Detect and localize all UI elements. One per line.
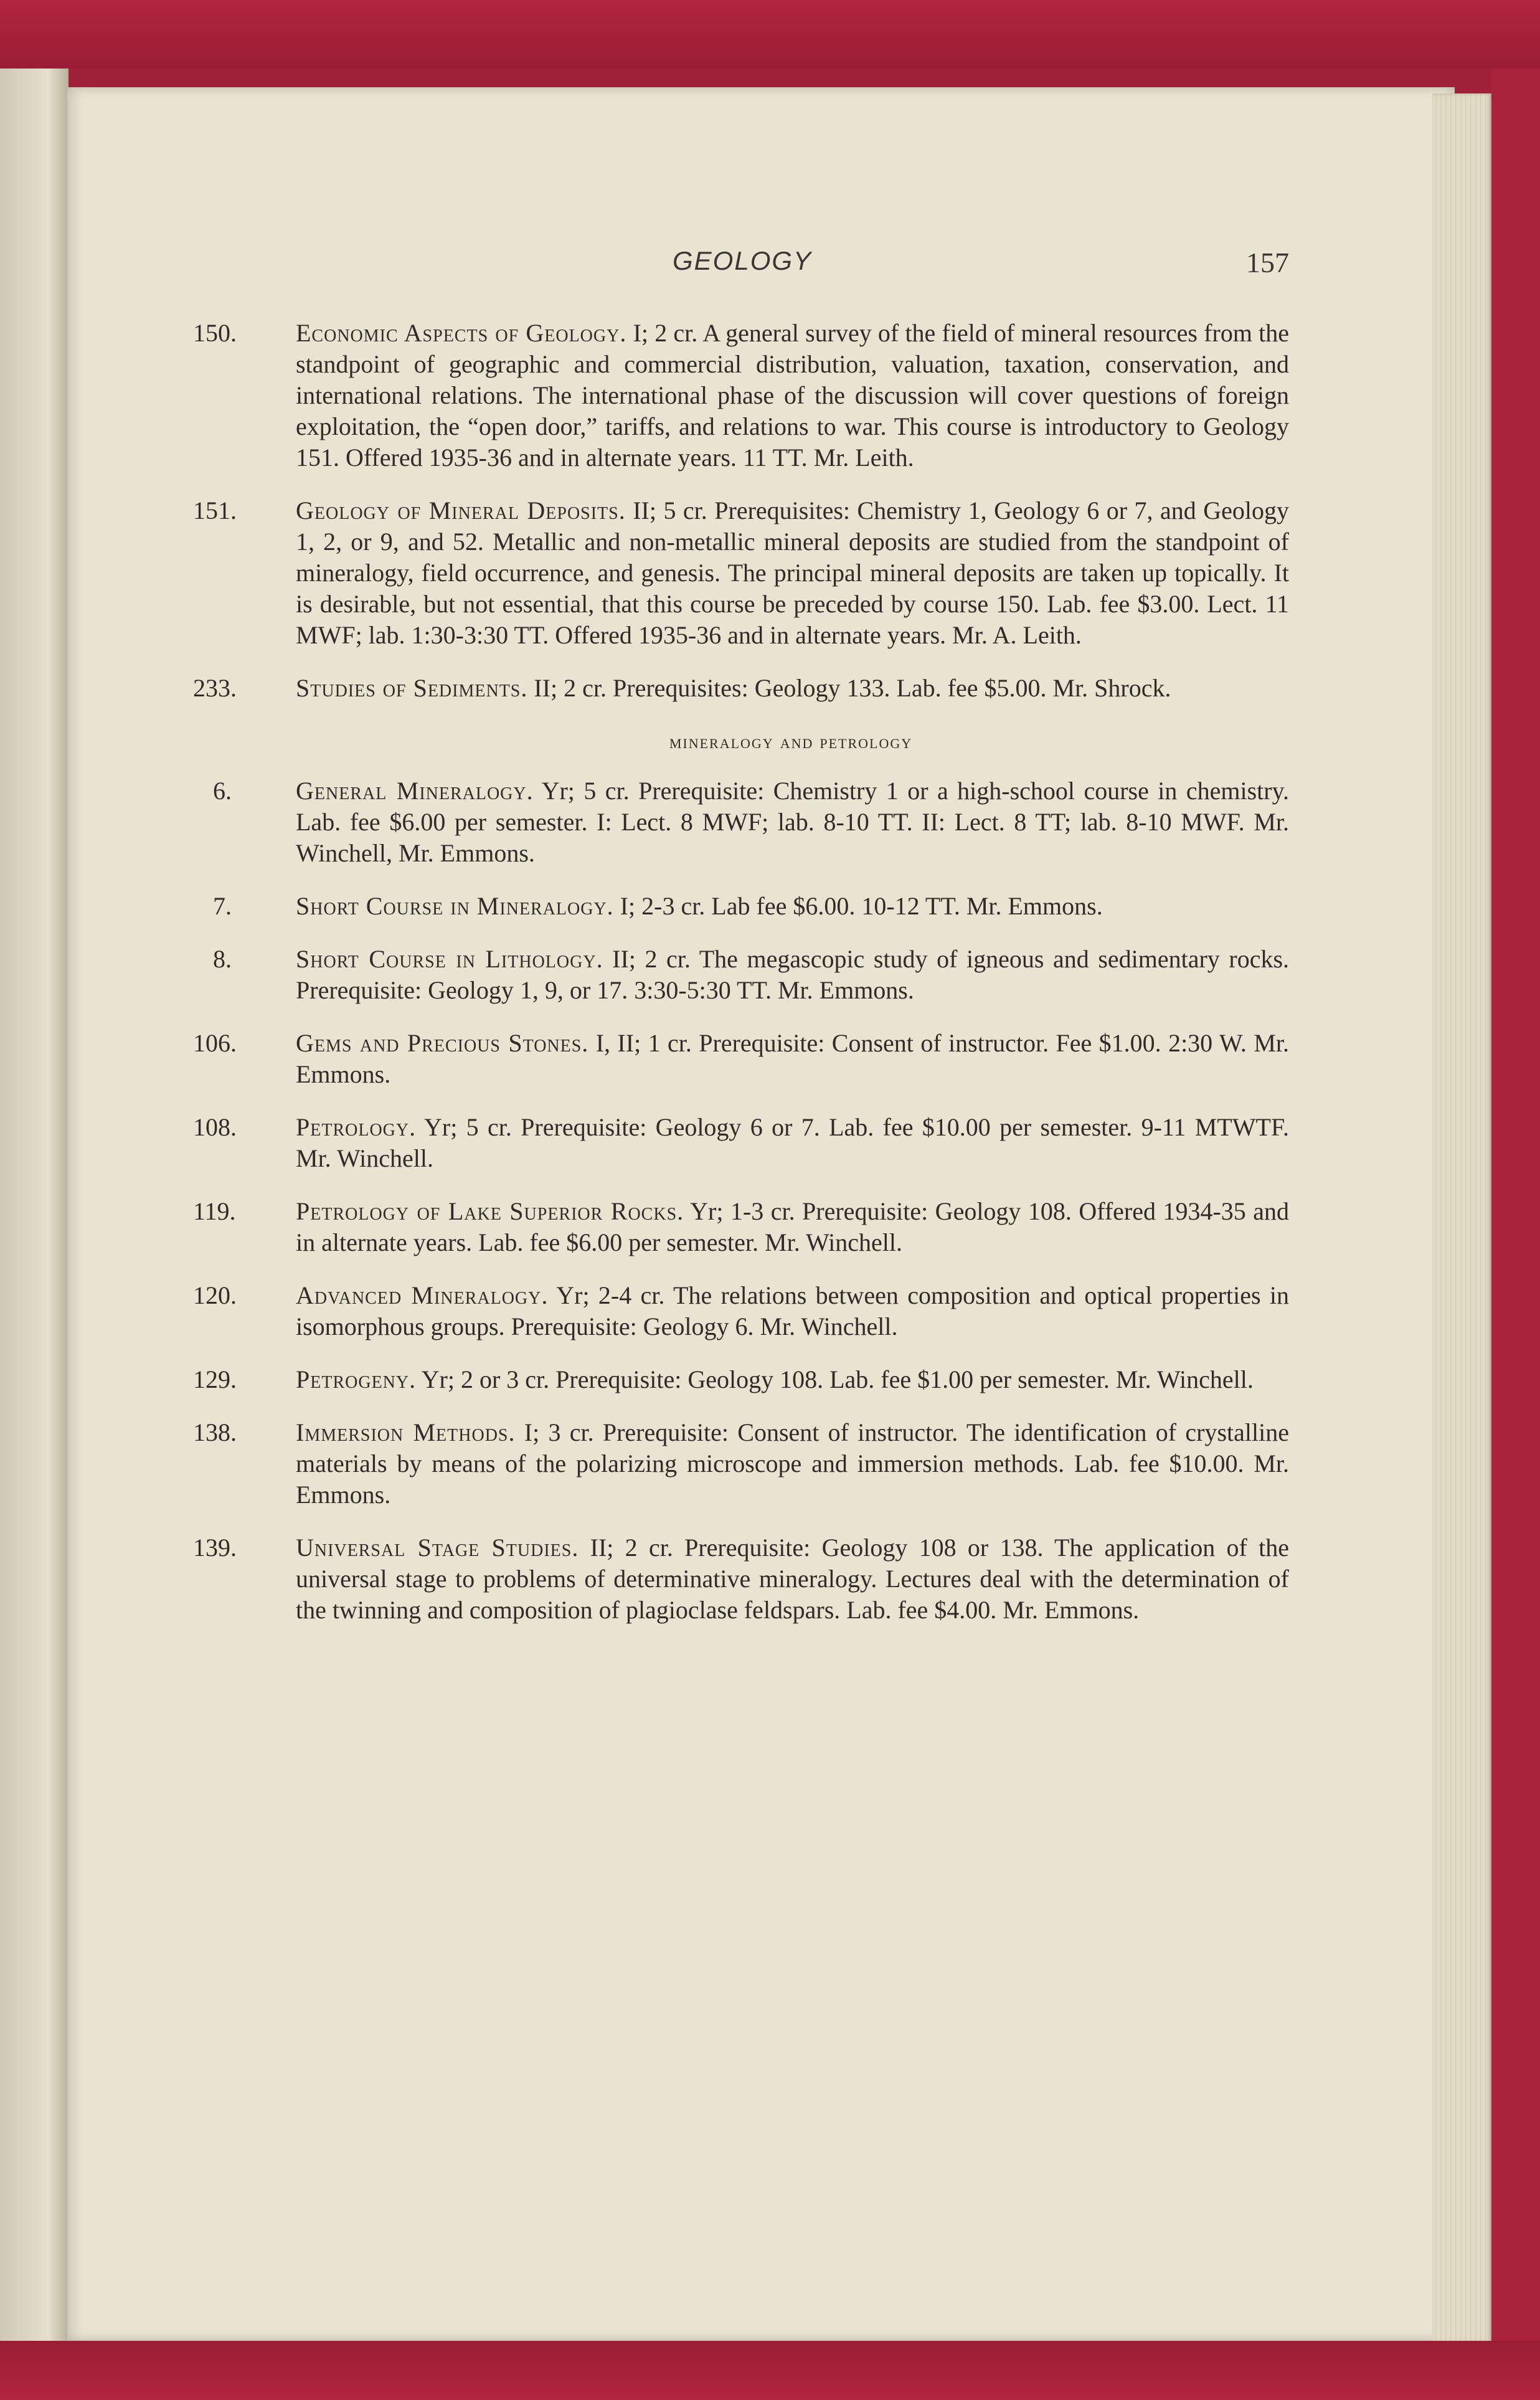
section-heading: mineralogy and petrology (669, 730, 913, 752)
course-entry-139 (193, 1532, 1289, 1626)
course-description: Yr; 5 cr. Prerequisite: Geology 6 or 7. Lab. fee $10.00 per semester. 9-11 MTWTF. Mr. Winchell. (296, 1113, 1290, 1172)
course-entry-151 (193, 495, 1289, 651)
course-number: 6. (213, 777, 232, 805)
course-number: 138. (193, 1418, 237, 1446)
course-title: Short Course in Lithology. (296, 945, 603, 973)
course-entry-6 (193, 775, 1289, 869)
course-number: 106. (193, 1029, 237, 1057)
book-cover-bottom (0, 2341, 1540, 2400)
course-description: II; 2 cr. Prerequisites: Geology 133. Lab. fee $5.00. Mr. Shrock. (534, 674, 1171, 702)
course-title: Petrology of Lake Superior Rocks. (296, 1197, 684, 1225)
course-title: Advanced Mineralogy. (296, 1281, 549, 1309)
course-description: Yr; 2-4 cr. The relations between composition and optical properties in isomorphous groups. Prerequisite: Geology 6. Mr. Winchell. (296, 1281, 1289, 1340)
course-title: Short Course in Mineralogy. (296, 892, 614, 920)
course-entry-138 (193, 1417, 1289, 1511)
course-description: II; 5 cr. Prerequisites: Chemistry 1, Geology 6 or 7, and Geology 1, 2, or 9, and 52. Metallic and non-metallic mineral deposits are studied from the standpoint of mineralogy, field occurrence, and genesis. The principal mineral deposits are taken up topically. It is desirable, but not essential, that this course be preceded by course 150. Lab. fee $3.00. Lect. 11 MWF; lab. 1:30-3:30 TT. Offered 1935-36 and in alternate years. Mr. A. Leith. (296, 496, 1289, 649)
page-number: 157 (1246, 247, 1289, 278)
course-description: II; 2 cr. Prerequisite: Geology 108 or 138. The application of the universal stage to problems of determinative mineralogy. Lectures deal with the determination of the twinning and composition of plagioclase feldspars. Lab. fee $4.00. Mr. Emmons. (296, 1534, 1290, 1624)
course-number: 7. (213, 892, 232, 920)
course-description: I; 3 cr. Prerequisite: Consent of instructor. The identification of crystalline materials by means of the polarizing microscope and immersion methods. Lab. fee $10.00. Mr. Emmons. (296, 1418, 1289, 1509)
running-head: GEOLOGY (673, 246, 813, 275)
course-entry-106 (193, 1028, 1289, 1090)
course-description: Yr; 5 cr. Prerequisite: Chemistry 1 or a high-school course in chemistry. Lab. fee $6.00 per semester. I: Lect. 8 MWF; lab. 8-10 TT. II: Lect. 8 TT; lab. 8-10 MWF. Mr. Winchell, Mr. Emmons. (296, 777, 1289, 867)
course-number: 139. (193, 1534, 237, 1562)
course-entry-129 (193, 1364, 1289, 1395)
course-number: 150. (193, 319, 237, 347)
course-entry-150 (193, 318, 1289, 473)
book-cover-right (1491, 69, 1540, 2341)
book-cover-top (0, 0, 1540, 69)
course-number: 151. (193, 496, 237, 524)
course-number: 108. (193, 1113, 237, 1141)
course-description: Yr; 1-3 cr. Prerequisite: Geology 108. Offered 1934-35 and in alternate years. Lab. fee $6.00 per semester. Mr. Winchell. (296, 1197, 1289, 1256)
course-title: Petrogeny. (296, 1365, 417, 1393)
course-title: Universal Stage Studies. (296, 1534, 579, 1562)
course-description: I; 2-3 cr. Lab fee $6.00. 10-12 TT. Mr. Emmons. (620, 892, 1103, 920)
course-title: Geology of Mineral Deposits. (296, 496, 626, 524)
course-description: Yr; 2 or 3 cr. Prerequisite: Geology 108. Lab. fee $1.00 per semester. Mr. Winchell. (421, 1365, 1254, 1393)
course-title: Immersion Methods. (296, 1418, 516, 1446)
course-title: Economic Aspects of Geology. (296, 319, 627, 347)
course-number: 8. (213, 945, 232, 973)
page-edges (1432, 93, 1491, 2342)
course-entry-8 (193, 944, 1289, 1006)
course-description: I, II; 1 cr. Prerequisite: Consent of instructor. Fee $1.00. 2:30 W. Mr. Emmons. (296, 1029, 1290, 1088)
course-title: Gems and Precious Stones. (296, 1029, 589, 1057)
course-entry-7 (193, 891, 1289, 922)
page-header (293, 246, 1289, 296)
course-entry-119 (193, 1196, 1289, 1258)
course-title: Studies of Sediments. (296, 674, 528, 702)
course-number: 119. (193, 1197, 236, 1225)
course-entry-120 (193, 1280, 1289, 1342)
course-title: General Mineralogy. (296, 777, 534, 805)
course-description: I; 2 cr. A general survey of the field of mineral resources from the standpoint of geographic and commercial distribution, valuation, taxation, conservation, and international relations. The international phase of the discussion will cover questions of foreign exploitation, the “open door,” tariffs, and relations to war. This course is introductory to Geology 151. Offered 1935-36 and in alternate years. 11 TT. Mr. Leith. (296, 319, 1290, 472)
course-number: 120. (193, 1281, 237, 1309)
course-number: 129. (193, 1365, 237, 1393)
course-title: Petrology. (296, 1113, 417, 1141)
course-description: II; 2 cr. The megascopic study of igneous and sedimentary rocks. Prerequisite: Geology 1, 9, or 17. 3:30-5:30 TT. Mr. Emmons. (296, 945, 1290, 1004)
course-entry-108 (193, 1112, 1289, 1174)
facing-page-edge (0, 69, 68, 2341)
course-number: 233. (193, 674, 237, 702)
course-listing (193, 318, 1289, 1648)
course-entry-233 (193, 673, 1289, 704)
